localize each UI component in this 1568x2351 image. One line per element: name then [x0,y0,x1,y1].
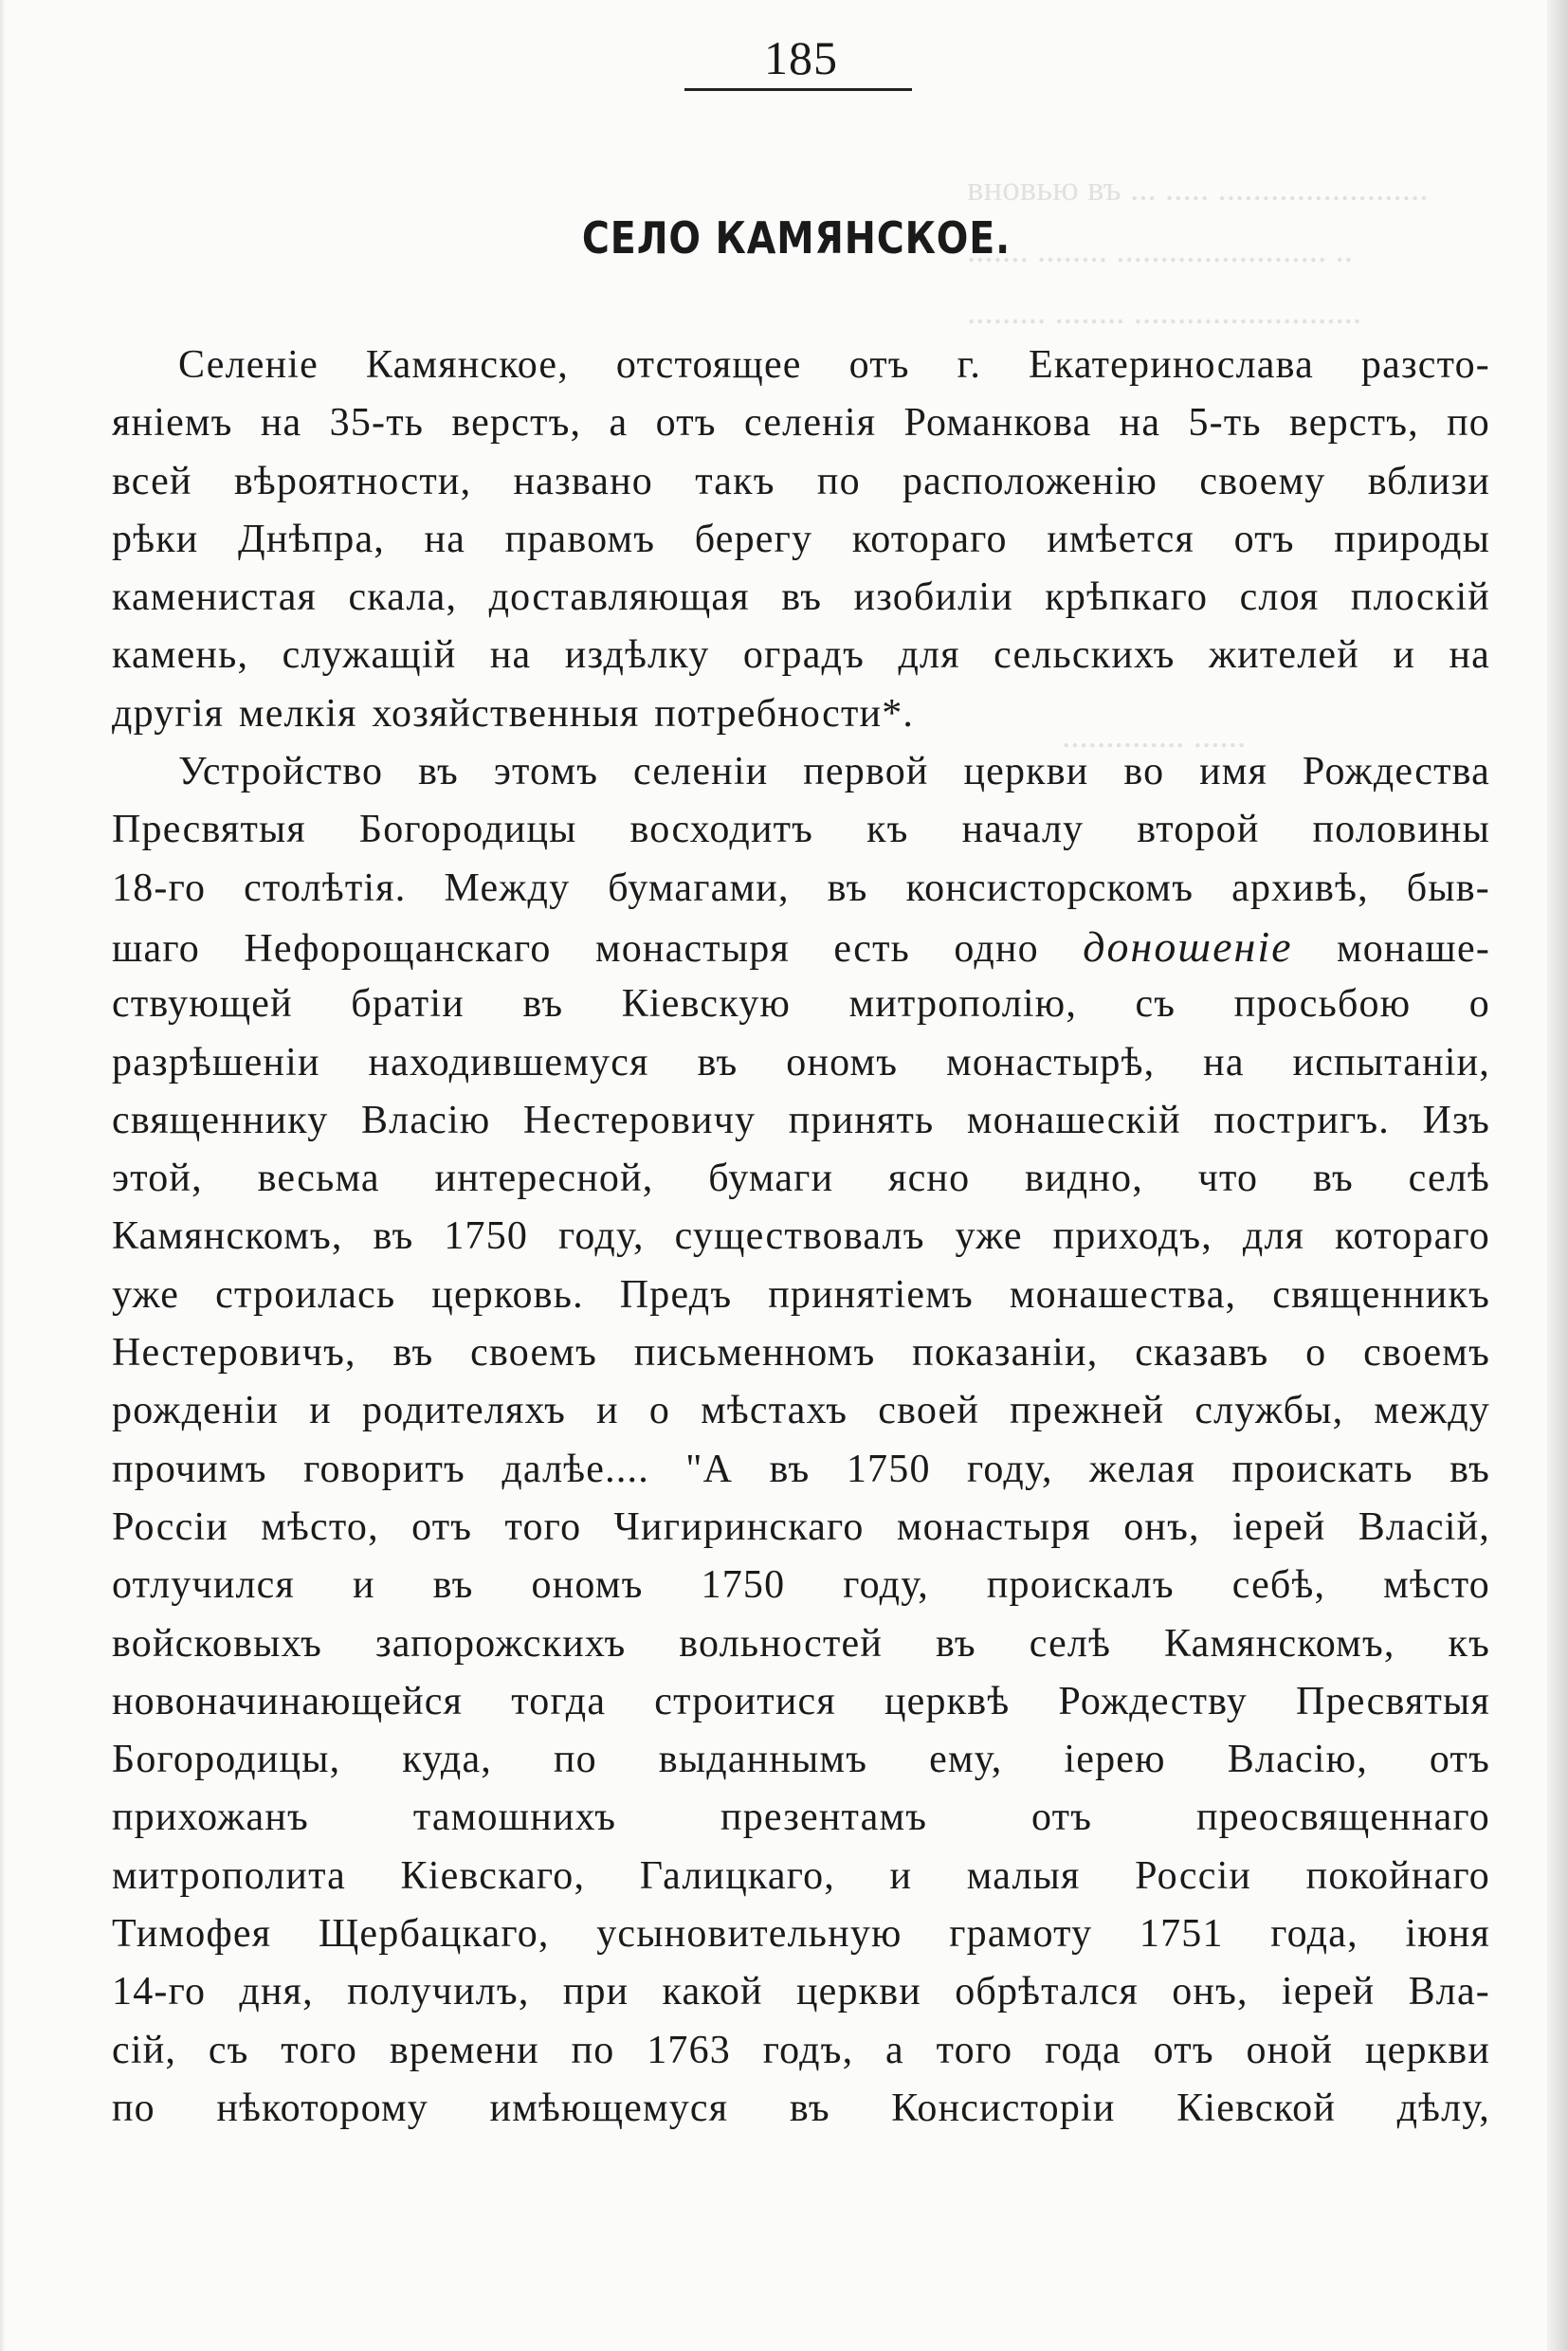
text-segment: монаше- [1336,926,1491,971]
text-line: ствующей братіи въ Кіевскую митрополію, съ просьбою о [112,982,1490,1027]
text-line: священнику Власію Нестеровичу принять монашескій постригъ. Изъ [112,1098,1490,1142]
text-line: камень, служащій на издѣлку оградъ для сельскихъ жителей и на [112,633,1490,678]
text-line: Камянскомъ, въ 1750 году, существовалъ уже приходъ, для котораго [112,1214,1490,1259]
text-line: Пресвятыя Богородицы восходитъ къ началу второй половины [112,808,1490,852]
text-line: отлучился и въ ономъ 1750 году, проискалъ себѣ, мѣсто [112,1563,1490,1608]
page-number-rule [684,88,912,91]
text-line: новоначинающейся тогда строитися церквѣ Рождеству Пресвятыя [112,1679,1490,1723]
text-line: по нѣкоторому имѣющемуся въ Консисторіи Кіевской дѣлу, [112,2086,1490,2130]
text-line: каменистая скала, доставляющая въ изобиліи крѣпкаго слоя плоскій [112,575,1490,620]
bleed-through-text: ....... ........ ........................ .. [967,231,1353,270]
text-segment: шаго Нефорощанскаго монастыря есть одно [112,926,1039,971]
emphasized-word: доношеніе [1083,921,1293,971]
text-line: разрѣшеніи находившемуся въ ономъ монастырѣ, на испытаніи, [112,1040,1490,1084]
bleed-through-text: вновью въ ... ..... ........................ [967,170,1429,209]
text-line: прочимъ говоритъ далѣе.... "А въ 1750 году, желая проискать въ [112,1447,1490,1491]
bleed-through-text: ......... ........ .......................... [967,293,1362,332]
text-line: войсковыхъ запорожскихъ вольностей въ селѣ Камянскомъ, къ [112,1621,1490,1666]
text-line: Селеніе Камянское, отстоящее отъ г. Екатеринослава разсто- [178,343,1490,387]
page-edge-left [0,0,6,2351]
text-line: этой, весьма интересной, бумаги ясно видно, что въ селѣ [112,1157,1490,1201]
text-line: Россіи мѣсто, отъ того Чигиринскаго монастыря онъ, іерей Власій, [112,1504,1490,1549]
text-line: рожденіи и родителяхъ и о мѣстахъ своей прежней службы, между [112,1389,1490,1433]
text-line: сій, съ того времени по 1763 годъ, а того года отъ оной церкви [112,2028,1490,2072]
text-line: всей вѣроятности, названо такъ по расположенію своему вблизи [112,459,1490,503]
text-line: прихожанъ тамошнихъ презентамъ отъ преосвященнаго [112,1795,1490,1840]
text-line: Тимофея Щербацкаго, усыновительную грамоту 1751 года, іюня [112,1912,1490,1957]
text-line-with-emphasis [112,918,1490,975]
page-number: 185 [764,31,838,84]
text-line: другія мелкія хозяйственныя потребности*. [112,691,915,736]
body-text [112,337,1490,2138]
text-line: рѣки Днѣпра, на правомъ берегу котораго имѣется отъ природы [112,517,1490,561]
text-line: яніемъ на 35-ть верстъ, а отъ селенія Романкова на 5-ть верстъ, по [112,401,1490,446]
text-line: Нестеровичъ, въ своемъ письменномъ показаніи, сказавъ о своемъ [112,1331,1490,1376]
text-line: Устройство въ этомъ селеніи первой церкви во имя Рождества [178,750,1490,794]
chapter-title: СЕЛО КАМЯНСКОЕ. [581,212,1012,264]
text-line: уже строилась церковь. Предъ принятіемъ монашества, священникъ [112,1272,1490,1317]
bleed-through-text: .............. ...... [1062,717,1247,756]
text-line: Богородицы, куда, по выданнымъ ему, іерею Власію, отъ [112,1738,1490,1782]
text-line: 18-го столѣтія. Между бумагами, въ консисторскомъ архивѣ, быв- [112,866,1490,910]
text-line: 14-го дня, получилъ, при какой церкви обрѣтался онъ, іерей Вла- [112,1970,1490,2014]
page-edge-right [1547,0,1568,2351]
text-line: митрополита Кіевскаго, Галицкаго, и малыя Россіи покойнаго [112,1853,1490,1898]
